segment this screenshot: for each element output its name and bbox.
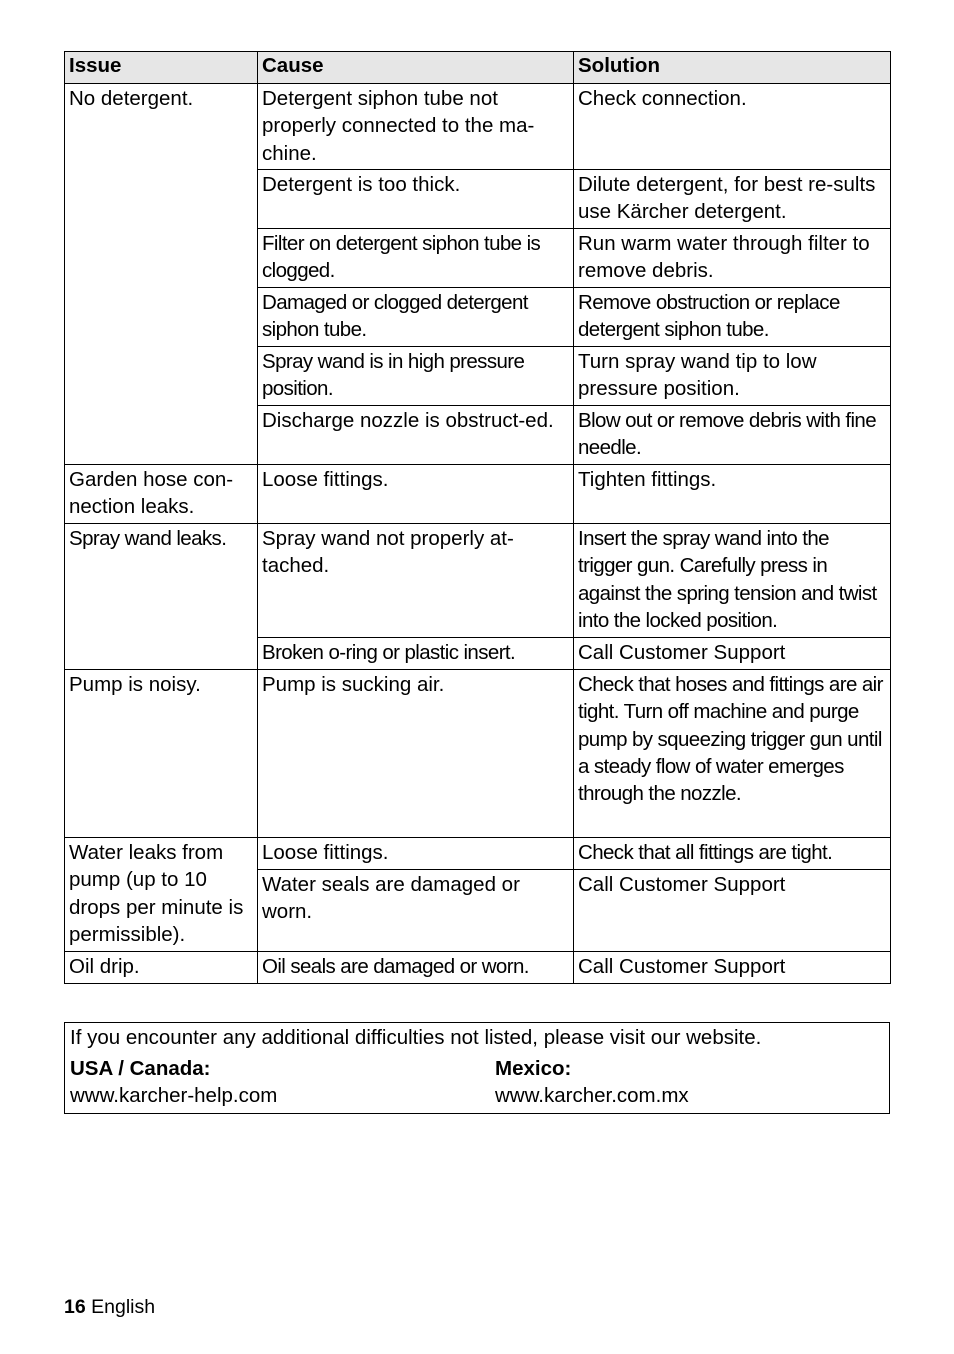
issue-cell: Water leaks from pump (up to 10 drops per minute is permissible). [65, 838, 258, 952]
solution-cell: Check that all fittings are tight. [574, 838, 891, 870]
cause-cell: Discharge nozzle is obstruct-ed. [258, 406, 574, 465]
header-solution: Solution [574, 52, 891, 84]
header-cause: Cause [258, 52, 574, 84]
header-issue: Issue [65, 52, 258, 84]
solution-cell: Run warm water through filter to remove debris. [574, 229, 891, 288]
solution-cell: Check that hoses and fittings are air tight. Turn off machine and purge pump by squeezing trigger gun until a steady flow of water emerges through the nozzle. [574, 670, 891, 838]
solution-cell: Call Customer Support [574, 638, 891, 670]
solution-cell: Call Customer Support [574, 952, 891, 984]
region-mexico [495, 1055, 689, 1110]
table-row [65, 952, 891, 984]
cause-cell: Broken o-ring or plastic insert. [258, 638, 574, 670]
cause-cell: Spray wand not properly at-tached. [258, 524, 574, 638]
solution-cell: Check connection. [574, 84, 891, 170]
cause-cell: Loose fittings. [258, 465, 574, 524]
page-language: English [91, 1296, 156, 1318]
cause-cell: Pump is sucking air. [258, 670, 574, 838]
table-row [65, 670, 891, 838]
cause-cell: Loose fittings. [258, 838, 574, 870]
cause-cell: Water seals are damaged or worn. [258, 870, 574, 952]
solution-cell: Remove obstruction or replace detergent siphon tube. [574, 288, 891, 347]
table-header-row [65, 52, 891, 84]
table-row [65, 465, 891, 524]
region-usa-canada [70, 1055, 277, 1110]
region-label: Mexico: [495, 1057, 572, 1080]
region-label: USA / Canada: [70, 1057, 211, 1080]
solution-cell: Tighten fittings. [574, 465, 891, 524]
cause-cell: Detergent is too thick. [258, 170, 574, 229]
cause-cell: Spray wand is in high pressure position. [258, 347, 574, 406]
table-row [65, 838, 891, 870]
cause-cell: Damaged or clogged detergent siphon tube. [258, 288, 574, 347]
solution-cell: Blow out or remove debris with fine needle. [574, 406, 891, 465]
issue-cell: No detergent. [65, 84, 258, 465]
issue-cell: Spray wand leaks. [65, 524, 258, 670]
cause-cell: Oil seals are damaged or worn. [258, 952, 574, 984]
solution-cell: Call Customer Support [574, 870, 891, 952]
region-website-link[interactable]: www.karcher-help.com [70, 1084, 278, 1108]
table-row [65, 84, 891, 170]
page-number: 16 [64, 1296, 86, 1318]
region-website-link[interactable]: www.karcher.com.mx [495, 1084, 689, 1108]
solution-cell: Turn spray wand tip to low pressure position. [574, 347, 891, 406]
support-intro-text: If you encounter any additional difficulties not listed, please visit our website. [70, 1026, 762, 1049]
cause-cell: Filter on detergent siphon tube is clogged. [258, 229, 574, 288]
issue-cell: Oil drip. [65, 952, 258, 984]
table-row [65, 524, 891, 638]
page-footer [64, 1296, 155, 1319]
issue-cell: Pump is noisy. [65, 670, 258, 838]
troubleshooting-table [64, 51, 891, 984]
support-info-box [64, 1022, 890, 1114]
solution-cell: Insert the spray wand into the trigger gun. Carefully press in against the spring tension and twist into the locked position. [574, 524, 891, 638]
solution-cell: Dilute detergent, for best re-sults use Kärcher detergent. [574, 170, 891, 229]
issue-cell: Garden hose con-nection leaks. [65, 465, 258, 524]
cause-cell: Detergent siphon tube not properly connected to the ma-chine. [258, 84, 574, 170]
